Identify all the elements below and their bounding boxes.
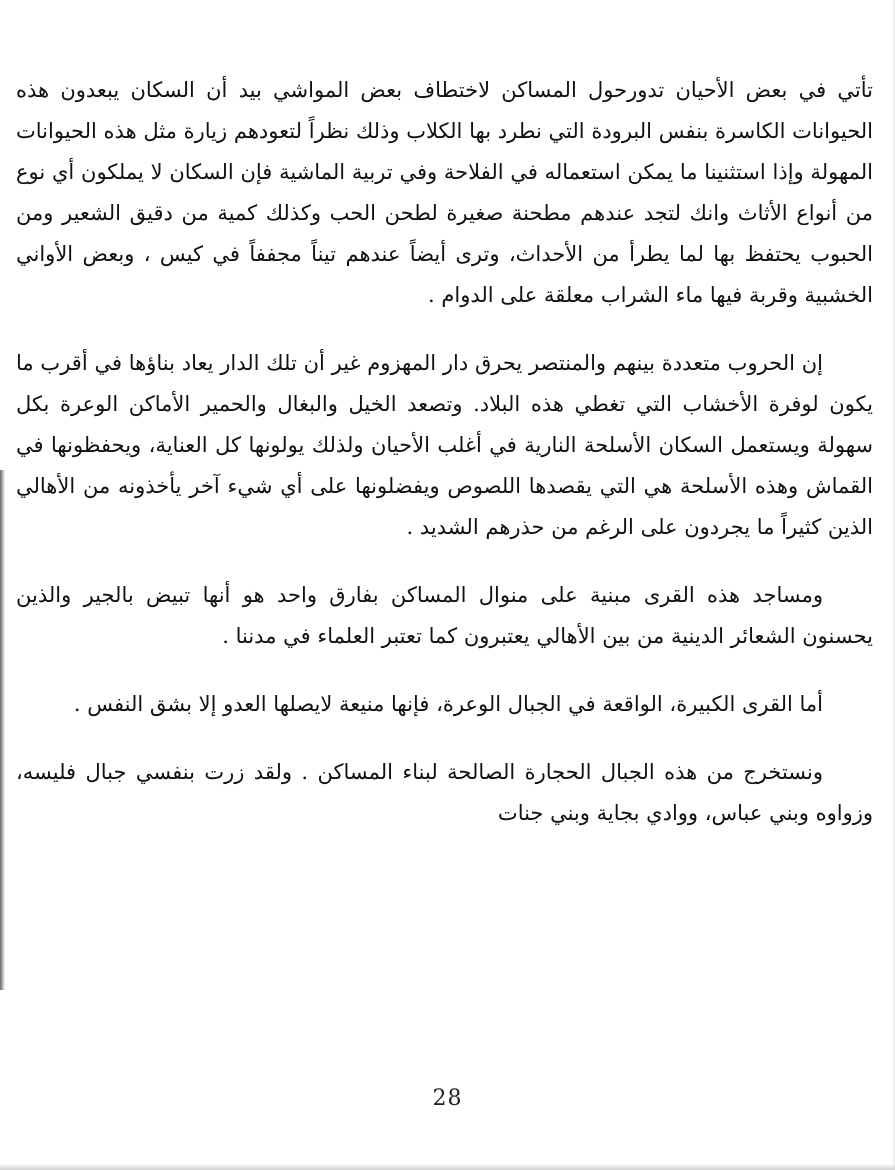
paragraph-3: ومساجد هذه القرى مبنية على منوال المساكن بفارق واحد هو أنها تبيض بالجير والذين يحسنون الشعائر الدينية من بين الأهالي يعتبرون كما تعتبر العلماء في مدننا .	[16, 583, 873, 648]
page-number: 28	[432, 1086, 463, 1111]
paragraph-2: إن الحروب متعددة بينهم والمنتصر يحرق دار المهزوم غير أن تلك الدار يعاد بناؤها في أقرب ما يكون لوفرة الأخشاب التي تغطي هذه البلاد. وتصعد الخيل والبغال والحمير الأماكن الوعرة بكل سهولة ويستعمل السكان الأسلحة النارية في أغلب الأحيان ولذلك يولونها كل العناية، ويحفظونها في القماش وهذه الأسلحة هي التي يقصدها اللصوص ويفضلونها على أي شيء آخر يأخذونه من الأهالي الذين كثيراً ما يجردون على الرغم من حذرهم الشديد .	[16, 351, 873, 539]
scan-shadow-left	[0, 470, 5, 990]
paragraph-1: تأتي في بعض الأحيان تدورحول المساكن لاختطاف بعض المواشي بيد أن السكان يبعدون هذه الحيوانات الكاسرة بنفس البرودة التي نطرد بها الكلاب وذلك نظراً لتعودهم زيارة مثل هذه الحيوانات المهولة وإذا استثنينا ما يمكن استعماله في الفلاحة وفي تربية الماشية فإن السكان لا يملكون أي نوع من أنواع الأثاث وانك لتجد عندهم مطحنة صغيرة لطحن الحب وكذلك كمية من دقيق الشعير ومن الحبوب يحتفظ بها لما يطرأ من الأحداث، وترى أيضاً عندهم تيناً مجففاً في كيس ، وبعض الأواني الخشبية وقربة فيها ماء الشراب معلقة على الدوام .	[16, 78, 873, 307]
scan-shadow-bottom	[0, 1164, 895, 1170]
paragraph-5: ونستخرج من هذه الجبال الحجارة الصالحة لبناء المساكن . ولقد زرت بنفسي جبال فليسه، وزواوه وبني عباس، ووادي بجاية وبني جنات	[16, 760, 873, 825]
body-text	[16, 70, 873, 834]
paragraph-4: أما القرى الكبيرة، الواقعة في الجبال الوعرة، فإنها منيعة لايصلها العدو إلا بشق النفس .	[73, 692, 823, 716]
